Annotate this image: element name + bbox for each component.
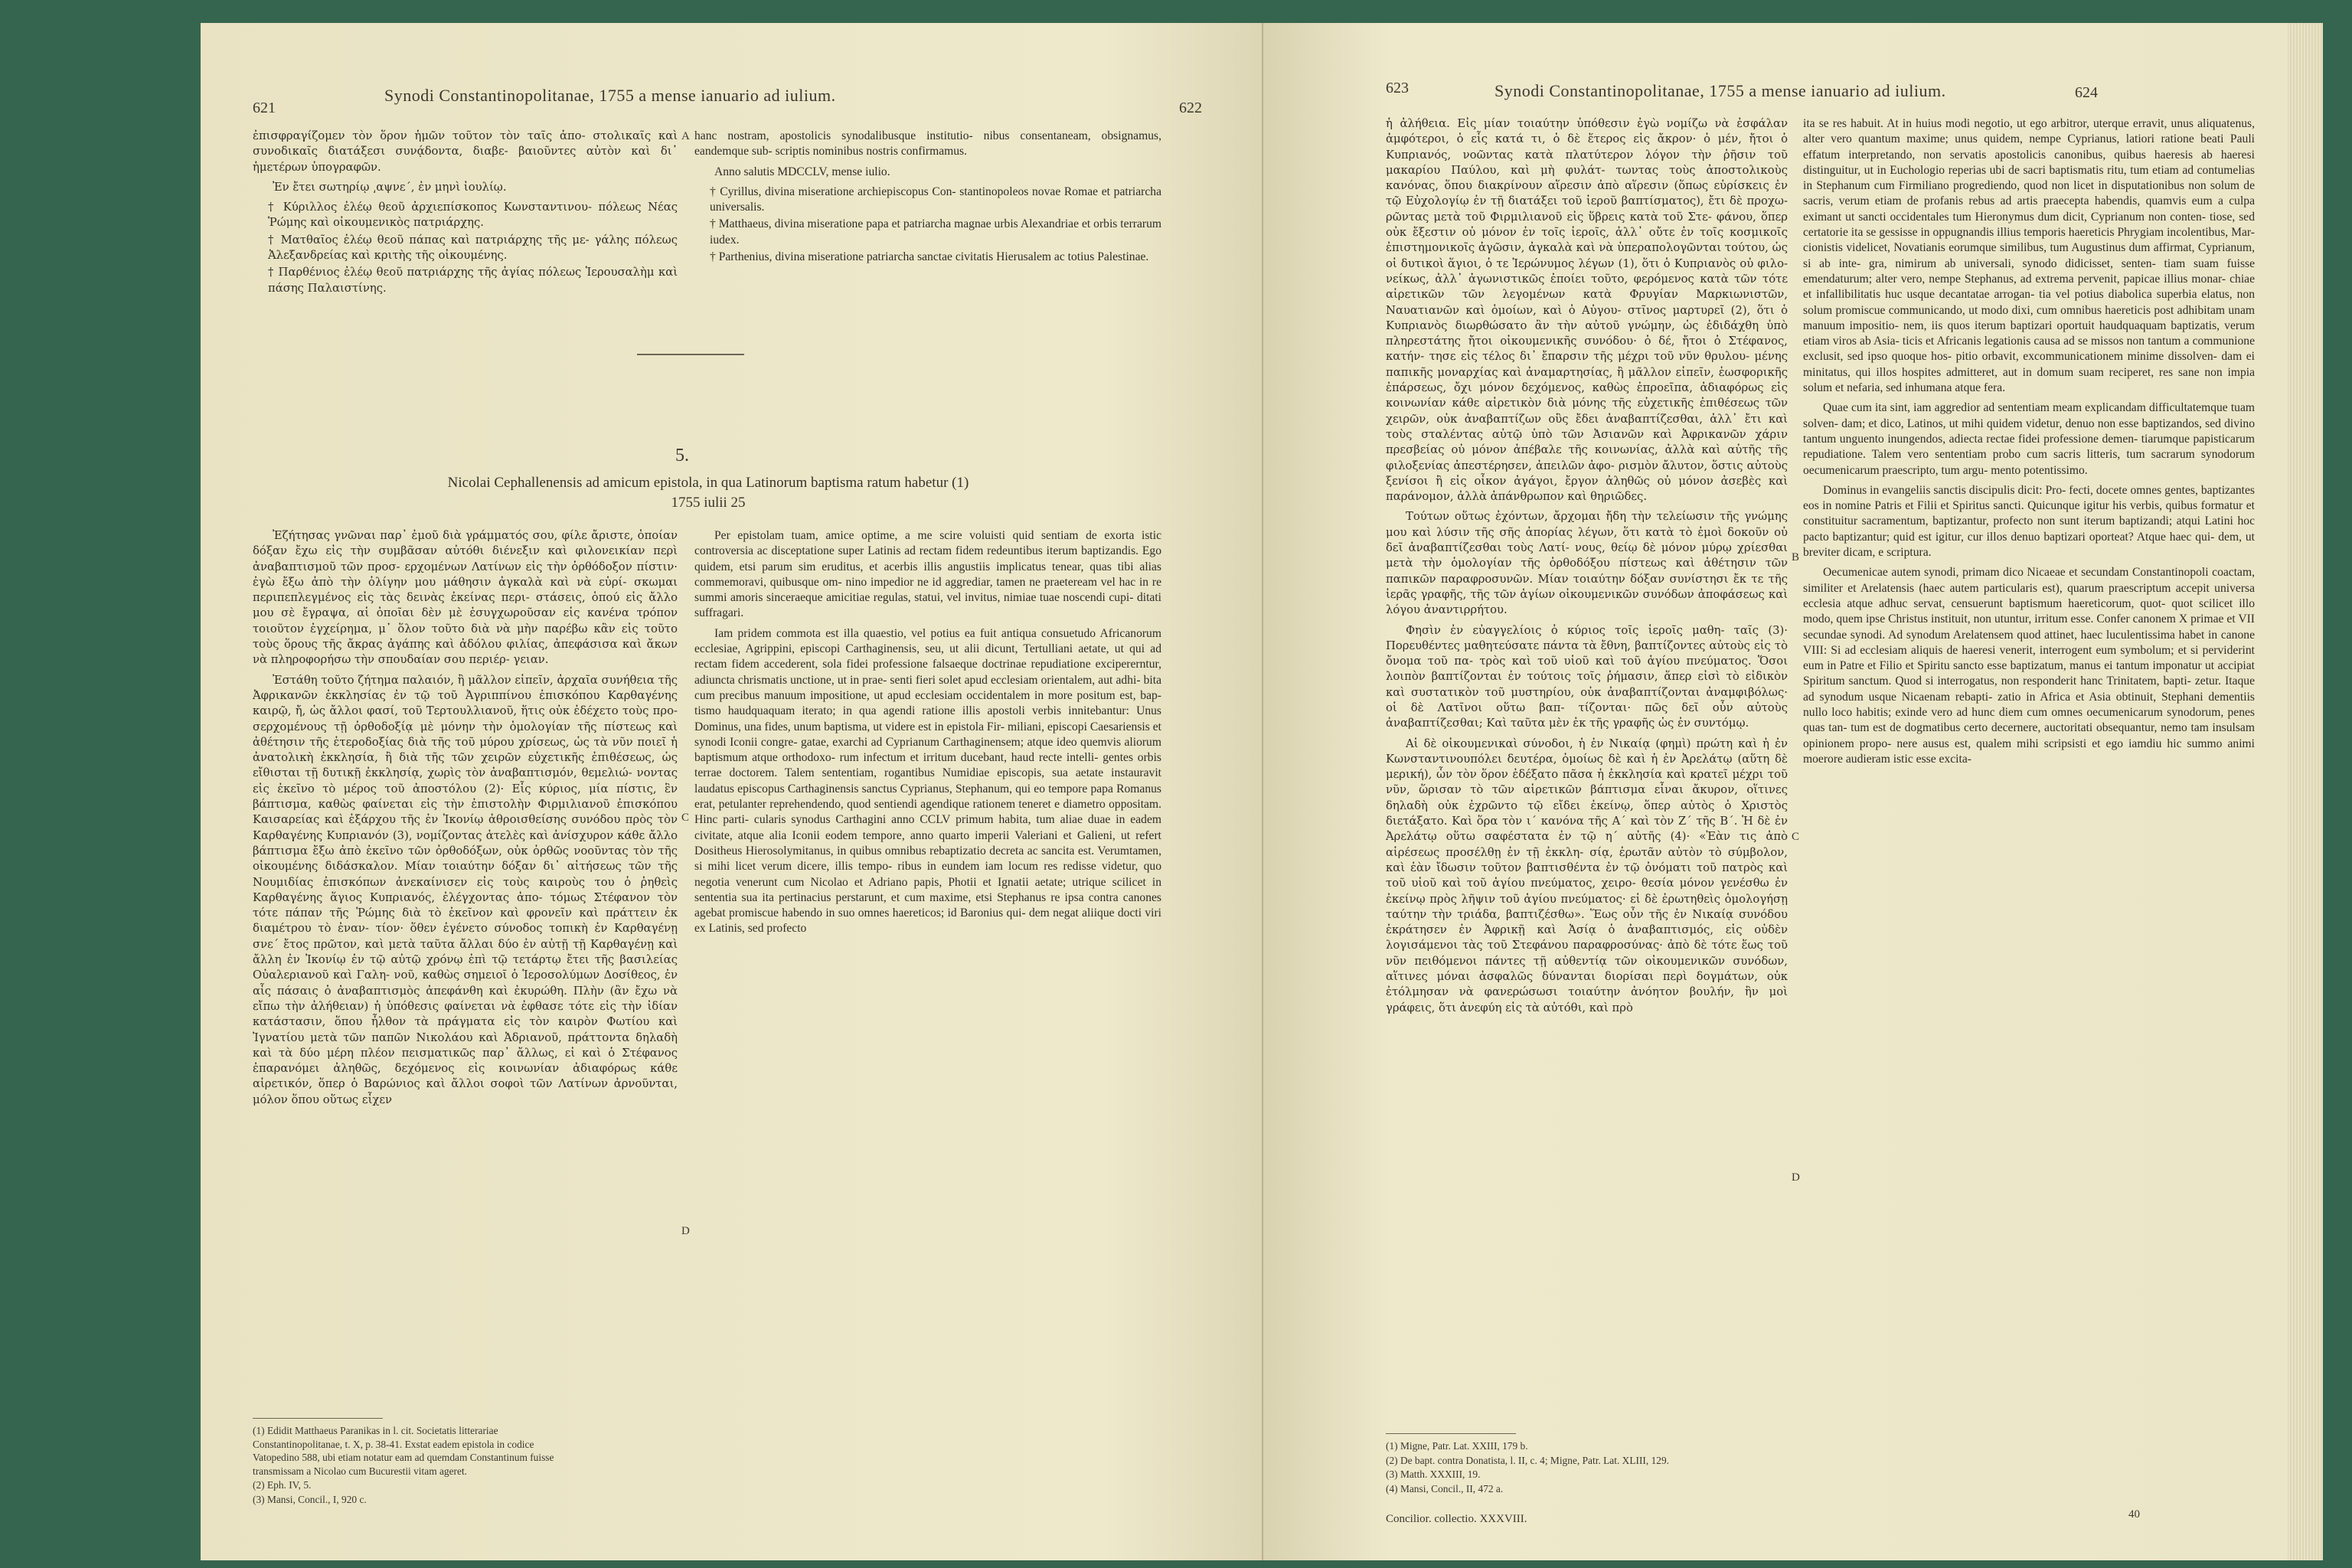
running-title-right: Synodi Constantinopolitanae, 1755 a mense ianuario ad iulium.	[1494, 81, 1946, 100]
footnote-rule	[1386, 1433, 1516, 1434]
latin-signature: † Cyrillus, divina miseratione archiepiscopus Con- stantinopoleos novae Romae et patriarcha universalis.	[710, 185, 1161, 214]
document-number: 5.	[675, 446, 689, 466]
page-number-left-col2: 622	[1179, 100, 1202, 116]
latin-paragraph: ita se res habuit. At in huius modi negotio, ut ego arbitror, uterque erravit, unus aliquatenus, alter vero quantum maxime; unus quidem, nempe Cyprianus, latiori ratione beati Pauli effatum interpretando, non servatis apostolicis canonibus, quibus haeresis ab haeresi distinguitur, ut in Euchologio reperias ubi de sacri baptismatis ritu, tum etiam ad contumelias in Stephanum cum Firmiliano progrediendo, quod non licet in disputationibus non solum de sacris, verum etiam de profanis rebus ad artis praecepta habendis, quamvis eum a culpa eximant ut sancti occidentales tum Hieronymus dum dicit, Cyprianum non conten- tiose, sed certatorie ita se gessisse in oppugnandis illius temporis haereticis Phrygiam incolentibus, Mar- cionistis videlicet, Novatianis eorumque similibus, tum Augustinus dum affirmat, Cyprianum, si ab inte- gra, nimirum ab universali, synodo didicisset, senten- tiam suam fuisse emendaturum; alter vero, nempe Stephanus, ad extrema pervenit, papicae illius monar- chiae et infallibilitatis huc usque decantatae arrogan- tia vel potius diabolica superbia elatus, non solum promiscue communicando, ut modo dixi, cum omnibus haereticis post adhibitam unam manuum impositio- nem, iis quos iterum baptizari oportuit haudquaquam baptizatis, verum etiam viros ab Asia- ticis et Africanis legationis causa ad se missos non tantum a communione exclusit, sed ipso quoque hos- pitio orbavit, excommunicationem minime dissolven- dam ei minitatus, qui illos hospites admitteret, aut in domum suam reciperet, res sane non impia solum et nefaria, sed inhumana atque fera.	[1803, 117, 2255, 395]
margin-marker-b: B	[1792, 551, 1800, 564]
page-edges	[2288, 23, 2323, 1560]
latin-column-body	[694, 528, 1161, 942]
footnote: (1) Edidit Matthaeus Paranikas in l. cit. Societatis litterariae Constantinopolitanae, t. X, p. 38-41. Exstat eadem epistola in codice Vatopedino 588, ubi etiam notatur eam ad quemdam Constantinum fuisse transmissam a Nicolao cum Bucurestii vitam ageret.	[253, 1425, 554, 1477]
greek-paragraph: Ἐζήτησας γνῶναι παρ᾽ ἐμοῦ διὰ γράμματός σου, φίλε ἄριστε, ὁποίαν δόξαν ἔχω εἰς τὴν συμβᾶσαν αὐτόθι διένεξιν καὶ φιλονεικίαν περὶ ἀναβαπτισμοῦ τῶν προσ- ερχομένων Λατίνων εἰς τὴν ὀρθόδοξον πίστιν· ἐγὼ ἔξω ἀπὸ τὴν ὀλίγην μου μάθησιν ἀγκαλὰ καὶ νὰ εὑρί- σκωμαι περιπεπλεγμένος εἰς τὰς δεινὰς ἐκείνας περι- στάσεις, ὁπού εἰς ἄλλο μου σὲ ἔγραψα, αἱ ὁποῖαι δὲν μὲ ἐσυγχωροῦσαν εἰς κανένα τρόπον τοιοῦτον ἐγχείρημα, μ᾽ ὅλον τοῦτο διὰ νὰ μὴν παρέβω κἂν εἰς τοῦτο τοὺς ὅρους τῆς ἄκρας ἀγάπης καὶ ἀδόλου φιλίας, ἀπεφάσισα καὶ ἄκων νὰ πληροφορήσω τὴν σπουδαίαν σου περιέρ- γειαν.	[253, 529, 678, 667]
margin-marker-d: D	[681, 1225, 690, 1237]
greek-paragraph: Τούτων οὕτως ἐχόντων, ἄρχομαι ἤδη τὴν τελείωσιν τῆς γνώμης μου καὶ λύσιν τῆς σῆς ἀπορίας λέγων, ὅτι κατὰ τὸ ἐμοὶ δοκοῦν οὐ δεῖ ἀναβαπτίζεσθαι τοὺς Λατί- νους, θείῳ δὲ μόνον μύρῳ χρίεσθαι μετὰ τὴν ὁμολογίαν τῆς ὀρθοδόξου πίστεως καὶ ἀθέτησιν τῶν παπικῶν παραφροσυνῶν. Μίαν τοιαύτην δόξαν συνίστησι ἔκ τε τῆς ἱερᾶς γραφῆς, τῆς τῶν ἁγίων οἰκουμενικῶν συνόδων ἀποφάσεως καὶ λόγου ἀναντιρρήτου.	[1386, 510, 1788, 617]
greek-paragraph: ἡ ἀλήθεια. Εἰς μίαν τοιαύτην ὑπόθεσιν ἐγὼ νομίζω νὰ ἐσφάλαν ἀμφότεροι, ὁ εἷς κατά τι, ὁ δὲ ἕτερος εἰς ἄκρον· ὁ μέν, ἤτοι ὁ Κυπριανός, νοῶντας κατὰ πλατύτερον λόγον τὴν ῥῆσιν τοῦ μακαρίου Παύλου, καὶ μὴ φυλάτ- τωντας τοὺς ἀποστολικοὺς κανόνας, ὅπου διακρίνουν αἵρεσιν ἀπὸ αἵρεσιν (ὅπως εὑρίσκεις ἐν τῷ Εὐχολογίῳ ἐν τῇ διατάξει τοῦ ἱεροῦ βαπτίσματος), ἔτι δὲ προχω- ρῶντας μετὰ τοῦ Φιρμιλιανοῦ εἰς ὕβρεις κατὰ τοῦ Στε- φάνου, ὅπερ οὐκ ἔξεστιν οὐ μόνον ἐν τοῖς ἱεροῖς, ἀλλ᾽ οὔτε ἐν τοῖς κοσμικοῖς ἐπιστημονικοῖς ἀγῶσιν, ἀγκαλὰ καὶ νὰ ὑπεραπολογῶνται τούτου, ὡς οἱ δυτικοὶ ἅγιοι, ὁ τε Ἱερώνυμος λέγων (1), ὅτι ὁ Κυπριανὸς οὐ φιλο- νείκως, ἀλλ᾽ ἀγωνιστικῶς ἐποίει τοῦτο, φερόμενος κατὰ τῶν τότε αἱρετικῶν τῶν λεγομένων κατὰ Φρυγίαν Μαρκιωνιστῶν, Ναυατιανῶν καὶ ὁμοίων, καὶ ὁ Αὐγου- στῖνος μαρτυρεῖ (2), ὅτι ὁ Κυπριανὸς διωρθώσατο ἂν τὴν αὐτοῦ γνώμην, ὡς ἐδιδάχθη ὑπὸ πληρεστάτης ἤτοι οἰκουμενικῆς συνόδου· ὁ δέ, ἤτοι ὁ Στέφανος, κατήν- τησε εἰς τέλος δι᾽ ἔπαρσιν τῆς μέχρι τοῦ νῦν θρυλου- μένης παπικῆς μοναρχίας καὶ ἀναμαρτησίας, ἢ μᾶλλον εἰπεῖν, ἑωσφορικῆς ἐπάρσεως, ὄχι μόνον δεχόμενος, καθὼς ἐπροεῖπα, ἀδιαφόρως εἰς κοινωνίαν κάθε αἱρετικὸν διὰ μόνης τῆς εὐχετικῆς ἐπιθέσεως τῶν χειρῶν, οὐκ ἀναβαπτίζων οὓς ἔδει ἀναβαπτίζεσθαι, ἀλλ᾽ ἔτι καὶ τοὺς σταλέντας αὐτῷ ὑπὸ τῶν Ἀσιανῶν καὶ Ἀφρικανῶν χάριν πρεσβείας οὐ μόνον ἀπέβαλε τῆς κοινωνίας, ἀλλὰ καὶ αὐτῆς τῆς φιλοξενίας ἀπεστέρησεν, ἀπειλῶν ἀφο- ρισμὸν ἄλυτον, ὅστις αὐτοὺς ξενίσοι ἢ εἰς οἶκον ἀγάγοι, ἔργον ἀληθῶς οὐ μόνον ἀσεβὲς καὶ παράνομον, ἀλλὰ ἀπάνθρωπον καὶ θηριῶδες.	[1386, 117, 1788, 504]
left-page	[201, 23, 1263, 1560]
footnote: (2) De bapt. contra Donatista, l. II, c. 4; Migne, Patr. Lat. XLIII, 129.	[1386, 1454, 1670, 1466]
footnotes-right	[1386, 1439, 1707, 1496]
footnote-rule	[253, 1418, 383, 1419]
section-divider	[637, 354, 744, 355]
margin-marker-c: C	[681, 812, 690, 824]
greek-column-top	[253, 129, 678, 298]
footnote: (4) Mansi, Concil., II, 472 a.	[1386, 1482, 1504, 1494]
document-date: 1755 iulii 25	[671, 495, 746, 511]
document-title: Nicolai Cephallenensis ad amicum epistola, in qua Latinorum baptisma ratum habetur (1)	[447, 475, 969, 491]
margin-marker-a: A	[681, 130, 690, 142]
footnote: (3) Mansi, Concil., I, 920 c.	[253, 1493, 367, 1505]
latin-paragraph: Dominus in evangeliis sanctis discipulis dicit: Pro- fecti, docete omnes gentes, baptizantes eos in nomine Patris et Filii et Spiritus sancti. Quicunque igitur his verbis, quibus formatur et constituitur sacramentum, baptizantur, profecto non sunt iterum baptizandi; atqui Latini hoc pacto baptizantur; quid est igitur, cur illos denuo baptizari oporteat? Atque haec qui- dem, ut breviter dicam, e scriptura.	[1803, 483, 2255, 560]
right-page	[1263, 23, 2323, 1560]
signature-line: Concilior. collectio. XXXVIII.	[1386, 1513, 1527, 1525]
greek-paragraph: Αἱ δὲ οἰκουμενικαὶ σύνοδοι, ἡ ἐν Νικαίᾳ (φημὶ) πρώτη καὶ ἡ ἐν Κωνσταντινουπόλει δευτέρα, ὁμοίως δὲ καὶ ἡ ἐν Ἀρελάτῳ (αὕτη δὲ μερική), ὧν τὸν ὅρον ἐδέξατο πᾶσα ἡ ἐκκλησία καὶ κρατεῖ μέχρι τοῦ νῦν, ὥρισαν τὸ τῶν αἱρετικῶν βάπτισμα εἶναι ἄκυρον, οἵτινες δηλαδὴ οὐκ ἐχρῶντο τῷ εἴδει ἐκείνῳ, ὅπερ αὐτὸς ὁ Χριστὸς διετάξατο. Καὶ ὅρα τὸν ι΄ κανόνα τῆς Α΄ καὶ τὸν Ζ΄ τῆς Β΄. Ἡ δὲ ἐν Ἀρελάτῳ οὕτω σαφέστατα ἐν τῷ η΄ αὐτῆς (4)· «Ἐὰν τις ἀπὸ αἱρέσεως προσέλθῃ ἐν τῇ ἐκκλη- σίᾳ, ἐρωτᾶν αὐτὸν τὸ σύμβολον, καὶ ἐὰν ἴδωσιν τοῦτον βαπτισθέντα ἐν τῷ ὀνόματι τοῦ πατρὸς καὶ τοῦ υἱοῦ καὶ τοῦ ἁγίου πνεύματος, χειρο- θεσία μόνον γενέσθω ἐν ἐκείνῳ πρὸς λῆψιν τοῦ ἁγίου πνεύματος· εἰ δὲ ἐρωτηθεὶς ὁμολογήσῃ ταύτην τὴν τριάδα, βαπτιζέσθω». Ἕως οὖν τῆς ἐν Νικαίᾳ συνόδου ἐκράτησεν ἐν Ἀφρικῇ καὶ Ἀσίᾳ ὁ ἀναβαπτισμός, εἰς οὐδὲν λογισάμενοι τὰς τοῦ Στεφάνου παραφροσύνας· ἀπὸ δὲ τότε ἕως τοῦ νῦν πειθόμενοι πάντες τῇ αὐθεντίᾳ τῶν οἰκουμενικῶν συνόδων, αἵτινες μόναι ἀσφαλῶς δύνανται διορίσαι περὶ δογμάτων, οὐκ ἐτόλμησαν νὰ φανερώσωσι τοιαύτην ἀνόητον βουλήν, ἣν μοὶ γράφεις, ὅτι ἀνεφύη εἰς τὰ αὐτόθι, καὶ πρὸ	[1386, 737, 1788, 1014]
margin-marker-c: C	[1792, 831, 1800, 843]
footnotes-left	[253, 1424, 574, 1507]
running-title-left: Synodi Constantinopolitanae, 1755 a mense ianuario ad iulium.	[384, 86, 836, 105]
greek-paragraph: ἐπισφραγίζομεν τὸν ὅρον ἡμῶν τοῦτον τὸν ταῖς ἀπο- στολικαῖς καὶ συνοδικαῖς διατάξεσι συνᾴδοντα, διαβε- βαιοῦντες αὐτὸν καὶ δι᾽ ἡμετέρων ὑπογραφῶν.	[253, 129, 678, 174]
greek-signature: † Ματθαῖος ἐλέῳ θεοῦ πάπας καὶ πατριάρχης τῆς με- γάλης πόλεως Ἀλεξανδρείας καὶ κριτὴς τῆς οἰκουμένης.	[268, 233, 678, 263]
page-number-right-col2: 624	[2075, 84, 2098, 101]
latin-column-right	[1803, 116, 2255, 772]
latin-date: Anno salutis MDCCLV, mense iulio.	[714, 165, 890, 178]
footnote: (1) Migne, Patr. Lat. XXIII, 179 b.	[1386, 1440, 1528, 1452]
greek-signature: † Παρθένιος ἐλέῳ θεοῦ πατριάρχης τῆς ἁγίας πόλεως Ἱερουσαλὴμ καὶ πάσης Παλαιστίνης.	[268, 266, 678, 295]
latin-signature: † Matthaeus, divina miseratione papa et patriarcha magnae urbis Alexandriae et orbis terrarum iudex.	[710, 217, 1161, 247]
open-book	[201, 23, 2323, 1560]
greek-date: Ἐν ἔτει σωτηρίῳ ͵αψνε΄, ἐν μηνὶ ἰουλίῳ.	[273, 180, 507, 194]
greek-paragraph: Ἐστάθη τοῦτο ζήτημα παλαιόν, ἢ μᾶλλον εἰπεῖν, ἀρχαῖα συνήθεια τῆς Ἀφρικανῶν ἐκκλησίας ἐν τῷ τοῦ Ἀγριππίνου ἐπισκόπου Καρθαγένης καιρῷ, ἤ, ὡς ἄλλοι φασί, τοῦ Τερτουλλιανοῦ, ἥτις οὐκ ἐδέχετο τοὺς προ- σερχομένους τῇ ὀρθοδοξίᾳ μὲ μόνην τὴν ὁμολογίαν τῆς πίστεως καὶ ἀθέτησιν τῆς ἑτεροδοξίας διὰ τῆς τοῦ μύρου χρίσεως, ὡς τὰ νῦν ποιεῖ ἡ ἀνατολικὴ ἐκκλησία, ἢ διὰ τῆς τῶν χειρῶν εὐχετικῆς ἐπιθέσεως, ὡς εἴθισται τῇ δυτικῇ ἐκκλησίᾳ, χωρὶς τὸν ἀναβαπτισμόν, θεμελιώ- νοντας εἰς ἐκεῖνο τὸ μέρος τοῦ ἀποστόλου (2)· Εἷς κύριος, μία πίστις, ἓν βάπτισμα, καθὼς φαίνεται εἰς τὴν ἐπιστολὴν Φιρμιλιανοῦ ἐπισκόπου Καισαρείας καὶ ἐξάρχου τῆς ἐν Ἰκονίῳ ἀθροισθείσης συνόδου πρὸς τὸν Καρθαγένης Κυπριανόν (3), νομίζοντας ἀτελὲς καὶ ἀνίσχυρον κάθε ἄλλο βάπτισμα ἔξω ἀπὸ ἐκεῖνο τῶν ὀρθοδόξων, οὐκ ὀρθῶς νοοῦντας τὸν τῆς οἰκουμένης διδάσκαλον. Μίαν τοιαύτην δόξαν δι᾽ αἰτήσεως τῶν τῆς Νουμιδίας ἐπισκόπων ἀνεκαίνισεν εἰς τοὺς καιροὺς του ὁ ῥηθεὶς Καρθαγένης ἅγιος Κυπριανός, ἐλέγχοντας ἀπο- τόμως Στέφανον τὸν τότε πάπαν τῆς Ῥώμης διὰ τὸ ἐκεῖνον καὶ φρονεῖν καὶ πράττειν ἐκ διαμέτρου τὸ ἐναν- τίον· ὅθεν ἐγένετο σύνοδος τοπικὴ ἐν Καρθαγένῃ σνε΄ ἔτος πρῶτον, καὶ μετὰ ταῦτα ἄλλαι δύο ἐν αὐτῇ τῇ Καρθαγένῃ καὶ ἄλλη ἐν Ἰκονίῳ ἐν τῷ αὐτῷ χρόνῳ ἐπὶ τῷ τετάρτῳ ἔτει τῆς βασιλείας Οὐαλεριανοῦ καὶ Γαλη- νοῦ, καθὼς σημειοῖ ὁ Ἱεροσολύμων Δοσίθεος, ἐν αἷς πάσαις ὁ ἀναβαπτισμὸς ἀπεφάνθη καὶ ἐκυρώθη. Πλὴν (ἂν ἔχω νὰ εἴπω τὴν ἀλήθειαν) ἡ ὑπόθεσις φαίνεται νὰ ἐφθασε τότε εἰς τὴν ἰδίαν κατάστασιν, ὅπου ἦλθον τὰ πράγματα εἰς τὸν καιρὸν Φωτίου καὶ Ἰγνατίου μετὰ τῶν παπῶν Νικολάου καὶ Ἀδριανοῦ, πράττοντα δηλαδὴ καὶ τὰ δύο μέρη πλέον πεισματικῶς παρ᾽ ἄλλως, εἰ καὶ ὁ Στέφανος ἐπαρανόμει ἀληθῶς, δεχόμενος εἰς κοινωνίαν ἀδιαφόρως κάθε αἱρετικόν, ὅπερ ὁ Βαρώνιος καὶ ἄλλοι σοφοὶ τῶν Λατίνων ἀρνοῦνται, μόλον ὅπου οὕτως εἶχεν	[253, 673, 678, 1106]
footnote: (2) Eph. IV, 5.	[253, 1479, 312, 1491]
latin-signature: † Parthenius, divina miseratione patriarcha sanctae civitatis Hierusalem ac totius Palestinae.	[710, 250, 1149, 264]
page-number-left: 621	[253, 100, 276, 116]
greek-signature: † Κύριλλος ἐλέῳ θεοῦ ἀρχιεπίσκοπος Κωνσταντινου- πόλεως Νέας Ῥώμης καὶ οἰκουμενικὸς πατριάρχης.	[268, 201, 678, 230]
latin-paragraph: Oecumenicae autem synodi, primam dico Nicaeae et secundam Constantinopoli coactam, similiter et Arelatensis (haec autem particularis est), quarum praescriptum accepit universa ecclesia atque adhuc servat, censuerunt baptismum haereticorum, quot- quot scilicet illo modo, quem ipse Christus instituit, non utuntur, irritum esse. Confer canonem X primae et VII secundae synodi. Ad synodum Arelatensem quod attinet, haec luculentissima habet in canone VIII: Si ad ecclesiam aliquis de haeresi venerit, interrogent eum symbolum; et si perviderint eum in Patre et Filio et Spiritu sancto esse baptizatum, manus ei tantum imponatur ut accipiat Spiritum sanctum. Quod si interrogatus, non responderit hanc Trinitatem, bapti- zetur. Itaque ad synodum usque Nicaenam rebapti- zatio in Africa et Asia obtinuit, Stephani dementiis nullo loco habitis; exinde vero ad hunc diem cum omnes oecumenicarum synodorum, penes quas tan- tum est de dogmatibus certo decernere, auctoritati obsequantur, nemo tam insulsam opinionem propo- nere ausus est, qualem mihi scripsisti et ego iamdiu hic summo animi moerore audieram istic esse excita-	[1803, 566, 2255, 766]
latin-column-top	[694, 129, 1161, 266]
footnote: (3) Matth. XXXIII, 19.	[1386, 1468, 1481, 1480]
latin-paragraph: Per epistolam tuam, amice optime, a me scire voluisti quid sentiam de exorta istic controversia ac disceptatione super Latinis ad rectam fidem redeuntibus iterum baptizandis. Ego quidem, etsi parum sim eruditus, et acerbis illis angustiis implicatus tenear, quas tibi alias commemoravi, quibusque om- nino impedior ne id aggrediar, tamen ne praeteream vel hac in re summi amoris sinceraeque amicitiae regulas, statui, vel invitus, nimiae tuae noscendi cupi- ditati suffragari.	[694, 529, 1161, 620]
page-number-right: 623	[1386, 80, 1409, 96]
document-heading	[253, 473, 1164, 513]
latin-paragraph: hanc nostram, apostolicis synodalibusque institutio- nibus consentaneam, obsignamus, eandemque sub- scriptis nominibus nostris confirmamus.	[694, 129, 1161, 158]
latin-paragraph: Iam pridem commota est illa quaestio, vel potius ea fuit antiqua consuetudo Africanorum ecclesiae, Agrippini, episcopi Carthaginensis, seu, ut alii dicunt, Tertulliani aetate, ut qui ad rectam fidem accederent, sola fidei professione falsaeque doctrinae repudiatione excipererntur, adiuncta chrismatis unctione, ut in prae- senti fieri solet apud ecclesiam orientalem, aut adhi- bita cum precibus manuum impositione, ut apud ecclesiam occidentalem in more positum est, bap- tismo haudquaquam iterato; in qua agendi ratione illis apostoli verbis innitebantur: Unus Dominus, una fides, unum baptisma, ut videre est in epistola Fir- miliani, episcopi Caesariensis et synodi Iconii congre- gatae, exarchi ad Cyprianum Carthaginensem; atque ideo quemvis aliorum baptismum atque orthodoxo- rum infectum et irritum ducebant, haud recte intelli- gentes orbis terrae doctorem. Talem sententiam, rogantibus Numidiae episcopis, sua aetate instauravit laudatus episcopus Carthaginensis sanctus Cyprianus, Stephanum, qui eo tempore papa Romanus erat, petulanter reprehendendo, quod sentiendi agendique rationem teneret e diametro oppositam. Hinc parti- cularis synodus Carthagini anno CCLV primum habita, tum aliae duae in eadem civitate, atque alia Iconii eodem tempore, anno quarto imperii Valeriani et Galieni, ut refert Dositheus Hierosolymitanus, in quibus omnibus rebaptizatio decreta ac sancita est. Verumtamen, si mihi licet verum dicere, illis tempo- ribus in eundem iam locum res redisse videtur, quo negotia venerunt cum Nicolao et Adriano papis, Photii et Ignatii aetate; utrique scilicet in sententia sua ita pertinacius perstarunt, et cum maxime, etsi Stephanus re ipsa contra canones agebat promiscue habendo in suo omnes haereticos; id Baronius qui- dem negat aliique docti viri ex Latinis, sed profecto	[694, 626, 1161, 936]
greek-column-right	[1386, 116, 1788, 1021]
greek-column-body	[253, 528, 678, 1112]
greek-paragraph: Φησὶν ἐν εὐαγγελίοις ὁ κύριος τοῖς ἱεροῖς μαθη- ταῖς (3)· Πορευθέντες μαθητεύσατε πάντα τὰ ἔθνη, βαπτίζοντες αὐτοὺς εἰς τὸ ὄνομα τοῦ πα- τρὸς καὶ τοῦ υἱοῦ καὶ τοῦ ἁγίου πνεύματος. Ὅσοι λοιπὸν βαπτίζονται ἐν τούτοις τοῖς ῥήμασιν, ἅπερ εἰσὶ τὸ εἰδικὸν καὶ συστατικὸν τοῦ μυστηρίου, οὐκ ἀναβαπτίζονται ἀναμφιβόλως· οἱ δὲ Λατῖνοι οὕτω βαπ- τίζονται· πῶς δεῖ οὖν αὐτοὺς ἀναβαπτίζεσθαι; Καὶ ταῦτα μὲν ἐκ τῆς γραφῆς ὡς ἐν συντόμῳ.	[1386, 623, 1788, 730]
latin-paragraph: Quae cum ita sint, iam aggredior ad sententiam meam explicandam difficultatemque tuam solven- dam; et dico, Latinos, ut mihi quidem videtur, denuo non esse baptizandos, sed divino tantum unguento inungendos, adiecta rectae fidei professione demen- tiarumque papisticarum repudiatione. Talem vero sententiam probo cum sacris litteris, tum sacrarum synodorum oecumenicarum praescripto, tum argu- mento potentissimo.	[1803, 401, 2255, 477]
margin-marker-d: D	[1792, 1171, 1800, 1184]
signature-number: 40	[2128, 1508, 2140, 1521]
